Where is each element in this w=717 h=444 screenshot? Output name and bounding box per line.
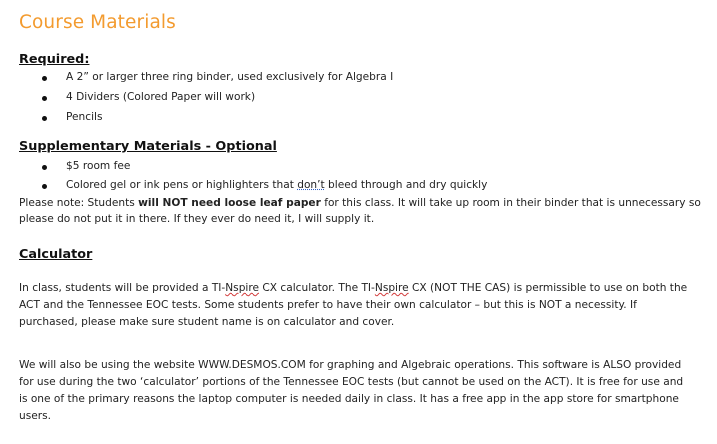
paragraph-line: for use during the two ‘calculator’ portions of the Tennessee EOC tests (but cannot be used on the ACT). It is free for use and [19, 376, 684, 388]
note-line: Please note: Students will NOT need loose leaf paper for this class. It will take up room in their binder that is unnecessary so [19, 197, 701, 209]
bullet-icon [42, 184, 47, 189]
paragraph-line: In class, students will be provided a TI-Nspire CX calculator. The TI-Nspire CX (NOT THE CAS) is permissible to use on both the [19, 282, 688, 294]
supplementary-heading: Supplementary Materials - Optional [19, 139, 277, 154]
bullet-icon [42, 165, 47, 170]
paragraph-line: We will also be using the website WWW.DESMOS.COM for graphing and Algebraic operations. This software is ALSO provided [19, 359, 682, 371]
calculator-heading: Calculator [19, 247, 93, 262]
paragraph-line: ACT and the Tennessee EOC tests. Some students prefer to have their own calculator – but this is NOT a necessity. If [19, 299, 637, 311]
paragraph-line: users. [19, 410, 51, 422]
bullet-icon [42, 96, 47, 101]
paragraph-line: is one of the primary reasons the laptop computer is needed daily in class. It has a free app in the app store for smartphone [19, 393, 679, 405]
grammar-flag: don’t [297, 179, 325, 191]
required-heading: Required: [19, 52, 90, 67]
spellcheck-flag: Nspire [374, 282, 409, 294]
bullet-icon [42, 116, 47, 121]
bullet-icon [42, 76, 47, 81]
document-page: Course Materials Required: A 2” or larger three ring binder, used exclusively for Algebra I 4 Dividers (Colored Paper will work) Pencils Supplementary Materials - Optional $5 room fee Colored gel or ink pens or highlighters that don’t bleed through and dry quickly Please note: Students will NOT need loose leaf paper for this class. It will take up room in their binder that is unnecessary so please do not put it in there. If they ever do need it, I will supply it. Calculator In class, students will be provided a TI-Nspire CX calculator. The TI-Nspire CX (NOT THE CAS) is permissible to use on both the ACT and the Tennessee EOC tests. Some students prefer to have their own calculator – but this is NOT a necessity. If purchased, please make sure student name is on calculator and cover. We will also be using the website WWW.DESMOS.COM for graphing and Algebraic operations. This software is ALSO provided for use during the two ‘calculator’ portions of the Tennessee EOC tests (but cannot be used on the ACT). It is free for use and is one of the primary reasons the laptop computer is needed daily in class. It has a free app in the app store for smartphone users. [19, 12, 701, 422]
spellcheck-flag: Nspire [225, 282, 260, 294]
note-line: please do not put it in there. If they ever do need it, I will supply it. [19, 213, 375, 225]
paragraph-line: purchased, please make sure student name is on calculator and cover. [19, 316, 395, 328]
page-title: Course Materials [19, 12, 176, 33]
note-emphasis: will NOT need loose leaf paper [138, 197, 321, 209]
